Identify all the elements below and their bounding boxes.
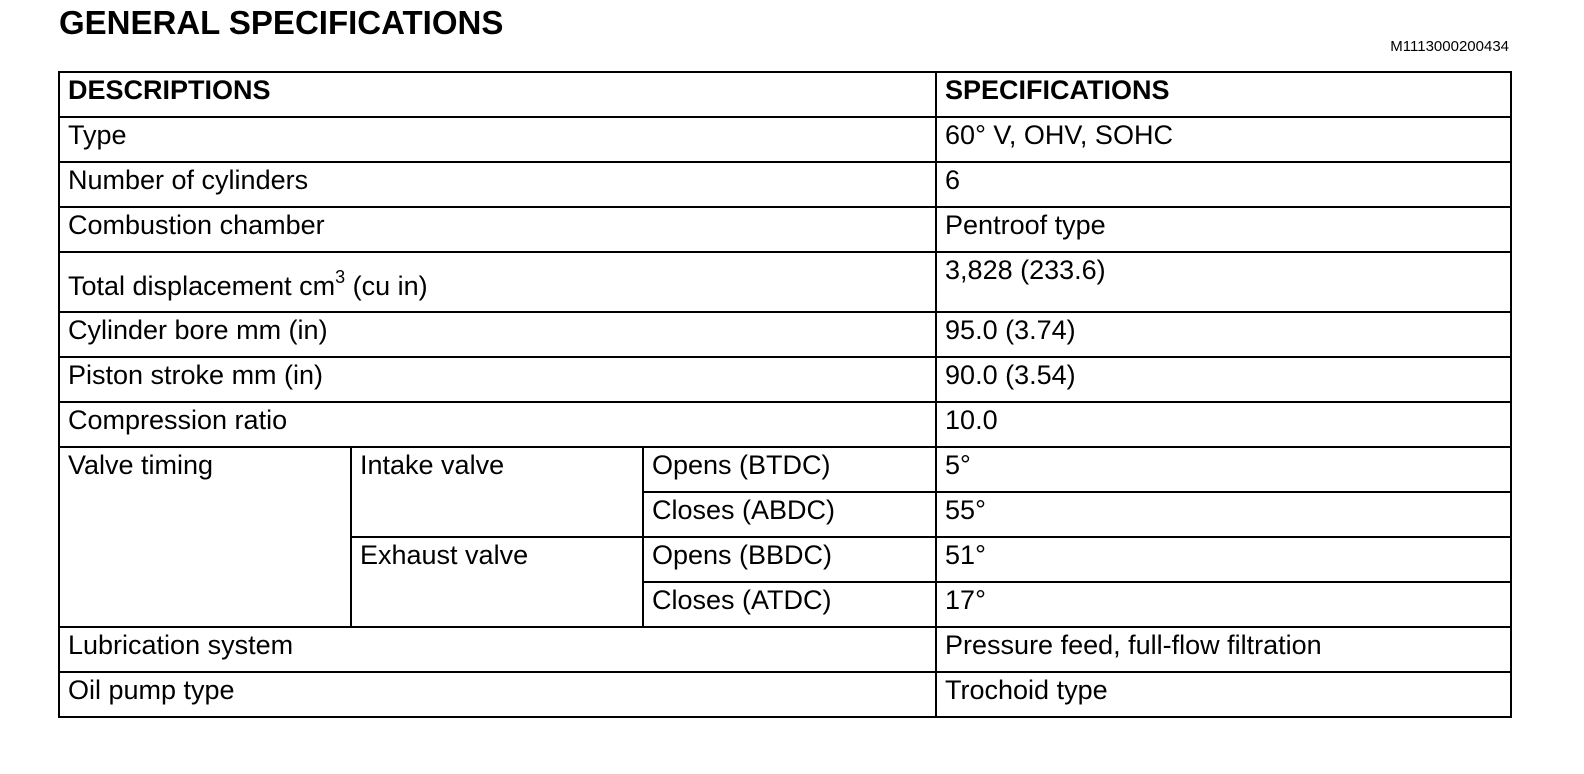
exhaust-valve-label: Exhaust valve [351,537,643,627]
row-value: 10.0 [936,402,1511,447]
row-value: 60° V, OHV, SOHC [936,117,1511,162]
displacement-label-suffix: (cu in) [345,271,428,301]
displacement-label-prefix: Total displacement cm [68,271,336,301]
row-value: Pentroof type [936,207,1511,252]
table-row-lubrication [59,627,1511,672]
exhaust-opens-value: 51° [936,537,1511,582]
table-row-type [59,117,1511,162]
intake-opens-value: 5° [936,447,1511,492]
row-value: 95.0 (3.74) [936,312,1511,357]
document-code: M1113000200434 [1390,38,1509,55]
intake-closes-value: 55° [936,492,1511,537]
row-label [59,252,936,312]
superscript-cubed: 3 [335,267,346,287]
table-row-cylinders [59,162,1511,207]
exhaust-opens-label: Opens (BBDC) [643,537,936,582]
row-label: Number of cylinders [59,162,936,207]
table-row-combustion-chamber [59,207,1511,252]
row-label: Piston stroke mm (in) [59,357,936,402]
row-value: 90.0 (3.54) [936,357,1511,402]
page-title: GENERAL SPECIFICATIONS [59,4,504,41]
intake-closes-label: Closes (ABDC) [643,492,936,537]
table-row-compression [59,402,1511,447]
row-label: Lubrication system [59,627,936,672]
row-value: Trochoid type [936,672,1511,717]
valve-timing-label: Valve timing [59,447,351,627]
table-row-bore [59,312,1511,357]
exhaust-closes-value: 17° [936,582,1511,627]
column-header-descriptions: DESCRIPTIONS [59,72,936,117]
table-row-displacement [59,252,1511,312]
row-label: Oil pump type [59,672,936,717]
row-label: Type [59,117,936,162]
table-header-row [59,72,1511,117]
row-value: Pressure feed, full-flow filtration [936,627,1511,672]
row-label: Compression ratio [59,402,936,447]
row-label: Cylinder bore mm (in) [59,312,936,357]
exhaust-closes-label: Closes (ATDC) [643,582,936,627]
intake-opens-label: Opens (BTDC) [643,447,936,492]
row-value: 3,828 (233.6) [936,252,1511,312]
table-row-valve-timing-intake-opens [59,447,1511,492]
general-specifications-table [58,71,1512,718]
intake-valve-label: Intake valve [351,447,643,537]
table-row-oil-pump [59,672,1511,717]
column-header-specifications: SPECIFICATIONS [936,72,1511,117]
table-row-stroke [59,357,1511,402]
row-label: Combustion chamber [59,207,936,252]
row-value: 6 [936,162,1511,207]
